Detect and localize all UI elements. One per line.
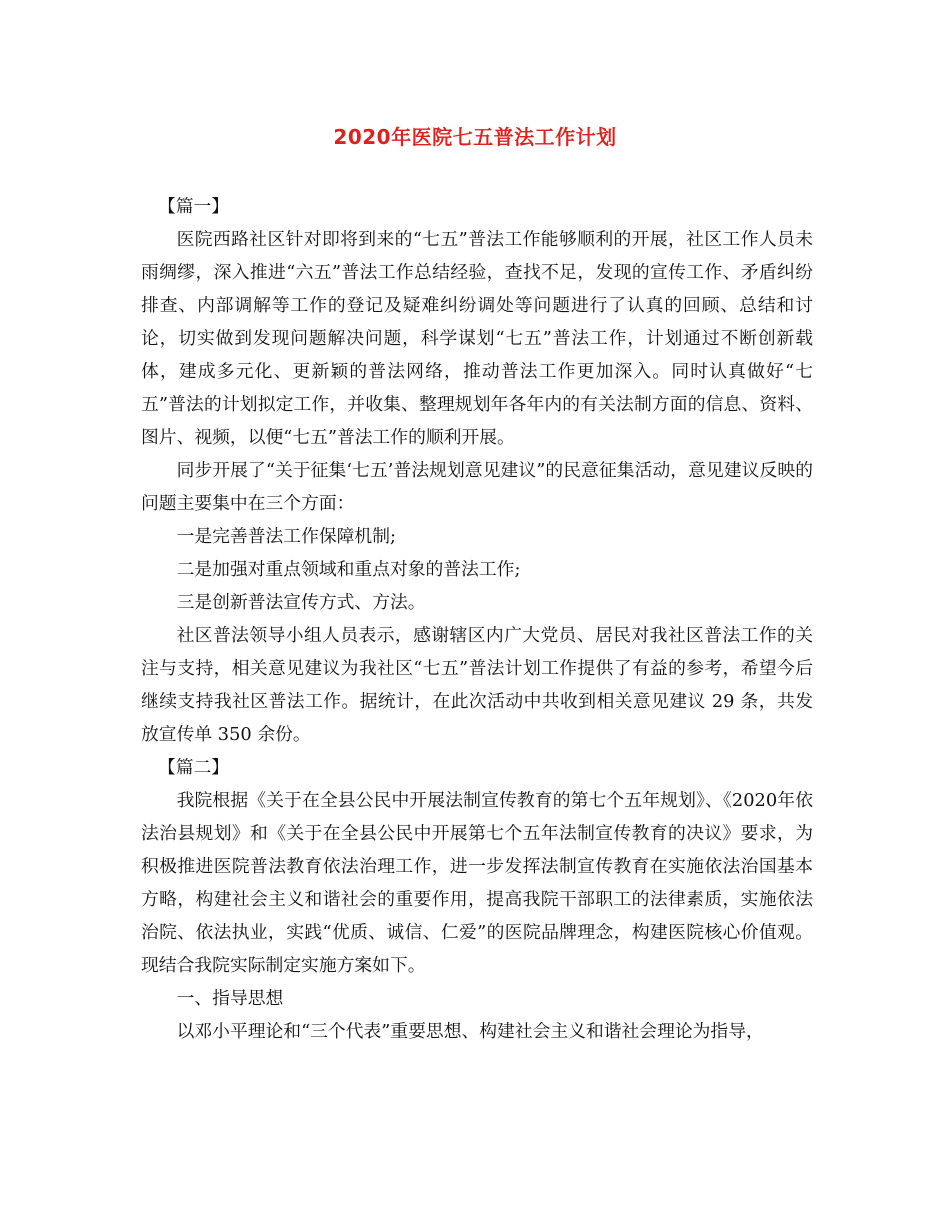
- paragraph: 我院根据《关于在全县公民中开展法制宣传教育的第七个五年规划》、《2020年依法治县规划》和《关于在全县公民中开展第七个五年法制宣传教育的决议》要求，为积极推进医院普法教育依法治理工作，进一步发挥法制宣传教育在实施依法治国基本方略，构建社会主义和谐社会的重要作用，提高我院干部职工的法律素质，实施依法治院、依法执业，实践“优质、诚信、仁爱”的医院品牌理念，构建医院核心价值观。现结合我院实际制定实施方案如下。: [141, 790, 813, 976]
- paragraph: 社区普法领导小组人员表示，感谢辖区内广大党员、居民对我社区普法工作的关注与支持，相关意见建议为我社区“七五”普法计划工作提供了有益的参考，希望今后继续支持我社区普法工作。据统计，在此次活动中共收到相关意见建议 29 条，共发放宣传单 350 余份。: [141, 625, 813, 745]
- paragraph: 同步开展了“关于征集‘七五’普法规划意见建议”的民意征集活动，意见建议反映的问题主要集中在三个方面：: [141, 460, 813, 514]
- document-body: [141, 190, 813, 1048]
- section-heading-part-two: 【篇二】: [157, 757, 230, 778]
- subheading-guiding-thought: 一、指导思想: [176, 988, 284, 1009]
- document-title: 2020年医院七五普法工作计划: [333, 125, 617, 149]
- list-item: 三是创新普法宣传方式、方法。: [176, 592, 426, 613]
- list-item: 二是加强对重点领域和重点对象的普法工作;: [176, 559, 521, 580]
- paragraph: 以邓小平理论和“三个代表”重要思想、构建社会主义和谐社会理论为指导，: [176, 1021, 764, 1042]
- section-heading-part-one: 【篇一】: [157, 196, 230, 217]
- paragraph: 医院西路社区针对即将到来的“七五”普法工作能够顺利的开展，社区工作人员未雨绸缪，深入推进“六五”普法工作总结经验，查找不足，发现的宣传工作、矛盾纠纷排查、内部调解等工作的登记及疑难纠纷调处等问题进行了认真的回顾、总结和讨论，切实做到发现问题解决问题，科学谋划“七五”普法工作，计划通过不断创新载体，建成多元化、更新颖的普法网络，推动普法工作更加深入。同时认真做好“七五”普法的计划拟定工作，并收集、整理规划年各年内的有关法制方面的信息、资料、图片、视频，以便“七五”普法工作的顺利开展。: [141, 229, 813, 448]
- list-item: 一是完善普法工作保障机制;: [176, 526, 396, 547]
